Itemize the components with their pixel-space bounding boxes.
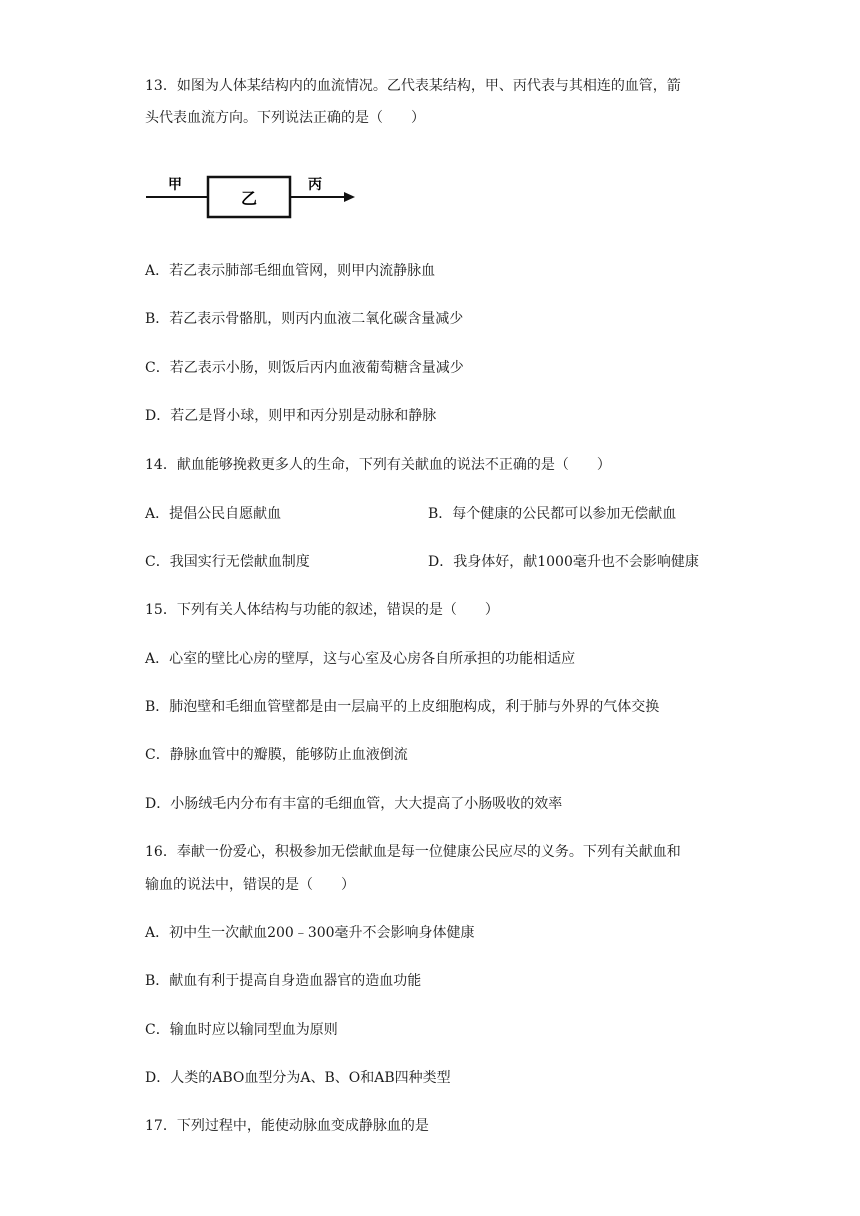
q15-option-a: A．心室的壁比心房的壁厚，这与心室及心房各自所承担的功能相适应: [145, 651, 576, 667]
q14-option-d: D．我身体好，献1000毫升也不会影响健康: [428, 554, 699, 570]
q16-option-b: B．献血有利于提高自身造血器官的造血功能: [145, 973, 422, 989]
blood-flow-diagram: [144, 168, 360, 224]
q17-stem-line-1: 17．下列过程中，能使动脉血变成静脉血的是: [145, 1118, 429, 1134]
q16-option-c: C．输血时应以输同型血为原则: [145, 1022, 338, 1038]
label-bing: 丙: [308, 177, 322, 193]
arrow-head-icon: [344, 192, 355, 202]
q16-option-d: D．人类的ABO血型分为A、B、O和AB四种类型: [145, 1070, 451, 1086]
q15-option-c: C．静脉血管中的瓣膜，能够防止血液倒流: [145, 747, 408, 763]
q13-stem-line-2: 头代表血流方向。下列说法正确的是（ ）: [145, 110, 425, 126]
q13-option-c: C．若乙表示小肠，则饭后丙内血液葡萄糖含量减少: [145, 360, 464, 376]
q14-option-b: B．每个健康的公民都可以参加无偿献血: [428, 506, 677, 522]
q15-option-b: B．肺泡壁和毛细血管壁都是由一层扁平的上皮细胞构成，利于肺与外界的气体交换: [145, 699, 660, 715]
q13-option-a: A．若乙表示肺部毛细血管网，则甲内流静脉血: [145, 263, 436, 279]
q15-option-d: D．小肠绒毛内分布有丰富的毛细血管，大大提高了小肠吸收的效率: [145, 796, 563, 812]
q16-stem-line-2: 输血的说法中，错误的是（ ）: [145, 877, 355, 893]
label-jia: 甲: [168, 177, 182, 193]
q13-option-d: D．若乙是肾小球，则甲和丙分别是动脉和静脉: [145, 408, 437, 424]
q13-stem-line-1: 13．如图为人体某结构内的血流情况。乙代表某结构，甲、丙代表与其相连的血管，箭: [145, 78, 681, 94]
q13-option-b: B．若乙表示骨骼肌，则丙内血液二氧化碳含量减少: [145, 311, 464, 327]
q14-stem-line-1: 14．献血能够挽救更多人的生命，下列有关献血的说法不正确的是（ ）: [145, 457, 611, 473]
label-yi: 乙: [241, 189, 258, 208]
q15-stem-line-1: 15．下列有关人体结构与功能的叙述，错误的是（ ）: [145, 602, 499, 618]
q16-stem-line-1: 16．奉献一份爱心，积极参加无偿献血是每一位健康公民应尽的义务。下列有关献血和: [145, 844, 681, 860]
q14-option-c: C．我国实行无偿献血制度: [145, 554, 310, 570]
q16-option-a: A．初中生一次献血200﹣300毫升不会影响身体健康: [145, 925, 475, 941]
q14-option-a: A．提倡公民自愿献血: [145, 506, 282, 522]
